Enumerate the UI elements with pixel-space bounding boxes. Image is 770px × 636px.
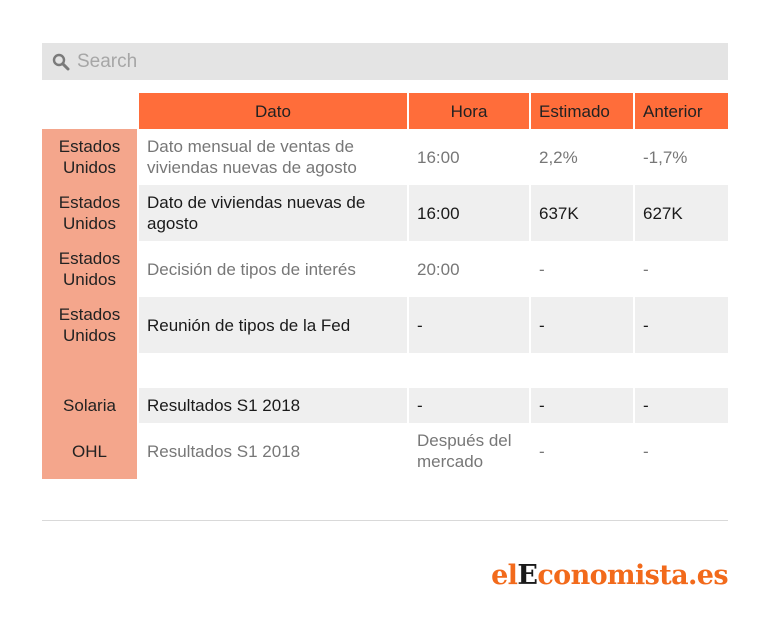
logo-part-el: el bbox=[491, 560, 518, 591]
table-row bbox=[42, 297, 728, 353]
row-estimado: - bbox=[529, 388, 633, 423]
row-estimado: - bbox=[529, 241, 633, 297]
table-row bbox=[42, 388, 728, 423]
header-corner bbox=[42, 93, 137, 129]
row-anterior: - bbox=[633, 423, 728, 479]
row-anterior: - bbox=[633, 241, 728, 297]
row-country bbox=[42, 353, 137, 388]
row-anterior bbox=[633, 353, 728, 388]
table-row bbox=[42, 241, 728, 297]
row-dato: Decisión de tipos de interés bbox=[137, 241, 407, 297]
header-anterior: Anterior bbox=[633, 93, 728, 129]
row-dato: Reunión de tipos de la Fed bbox=[137, 297, 407, 353]
economic-calendar-table bbox=[42, 93, 728, 479]
row-hora: 20:00 bbox=[407, 241, 529, 297]
table-row bbox=[42, 129, 728, 185]
row-hora: 16:00 bbox=[407, 129, 529, 185]
search-input[interactable] bbox=[77, 51, 697, 73]
row-dato: Dato de viviendas nuevas de agosto bbox=[137, 185, 407, 241]
row-anterior: -1,7% bbox=[633, 129, 728, 185]
row-country: Estados Unidos bbox=[42, 129, 137, 185]
row-estimado: - bbox=[529, 423, 633, 479]
row-country: OHL bbox=[42, 423, 137, 479]
table-row bbox=[42, 423, 728, 479]
row-estimado bbox=[529, 353, 633, 388]
header-dato: Dato bbox=[137, 93, 407, 129]
eleconomista-logo bbox=[477, 560, 728, 591]
row-estimado: 2,2% bbox=[529, 129, 633, 185]
row-hora: - bbox=[407, 388, 529, 423]
search-bar[interactable] bbox=[42, 43, 728, 80]
row-anterior: - bbox=[633, 297, 728, 353]
row-estimado: 637K bbox=[529, 185, 633, 241]
logo-part-conomista: conomista.es bbox=[537, 560, 728, 591]
header-estimado: Estimado bbox=[529, 93, 633, 129]
row-hora: - bbox=[407, 297, 529, 353]
row-country: Estados Unidos bbox=[42, 241, 137, 297]
logo-part-e: E bbox=[517, 560, 538, 591]
row-country: Estados Unidos bbox=[42, 185, 137, 241]
header-row bbox=[42, 93, 728, 129]
row-dato bbox=[137, 353, 407, 388]
row-dato: Resultados S1 2018 bbox=[137, 423, 407, 479]
row-country: Estados Unidos bbox=[42, 297, 137, 353]
search-icon bbox=[52, 53, 70, 71]
row-hora: 16:00 bbox=[407, 185, 529, 241]
row-dato: Dato mensual de ventas de viviendas nuevas de agosto bbox=[137, 129, 407, 185]
footer-divider bbox=[42, 520, 728, 521]
table-row bbox=[42, 353, 728, 388]
row-estimado: - bbox=[529, 297, 633, 353]
row-anterior: - bbox=[633, 388, 728, 423]
header-hora: Hora bbox=[407, 93, 529, 129]
row-hora bbox=[407, 353, 529, 388]
row-dato: Resultados S1 2018 bbox=[137, 388, 407, 423]
row-country: Solaria bbox=[42, 388, 137, 423]
row-anterior: 627K bbox=[633, 185, 728, 241]
row-hora: Después del mercado bbox=[407, 423, 529, 479]
table-row bbox=[42, 185, 728, 241]
